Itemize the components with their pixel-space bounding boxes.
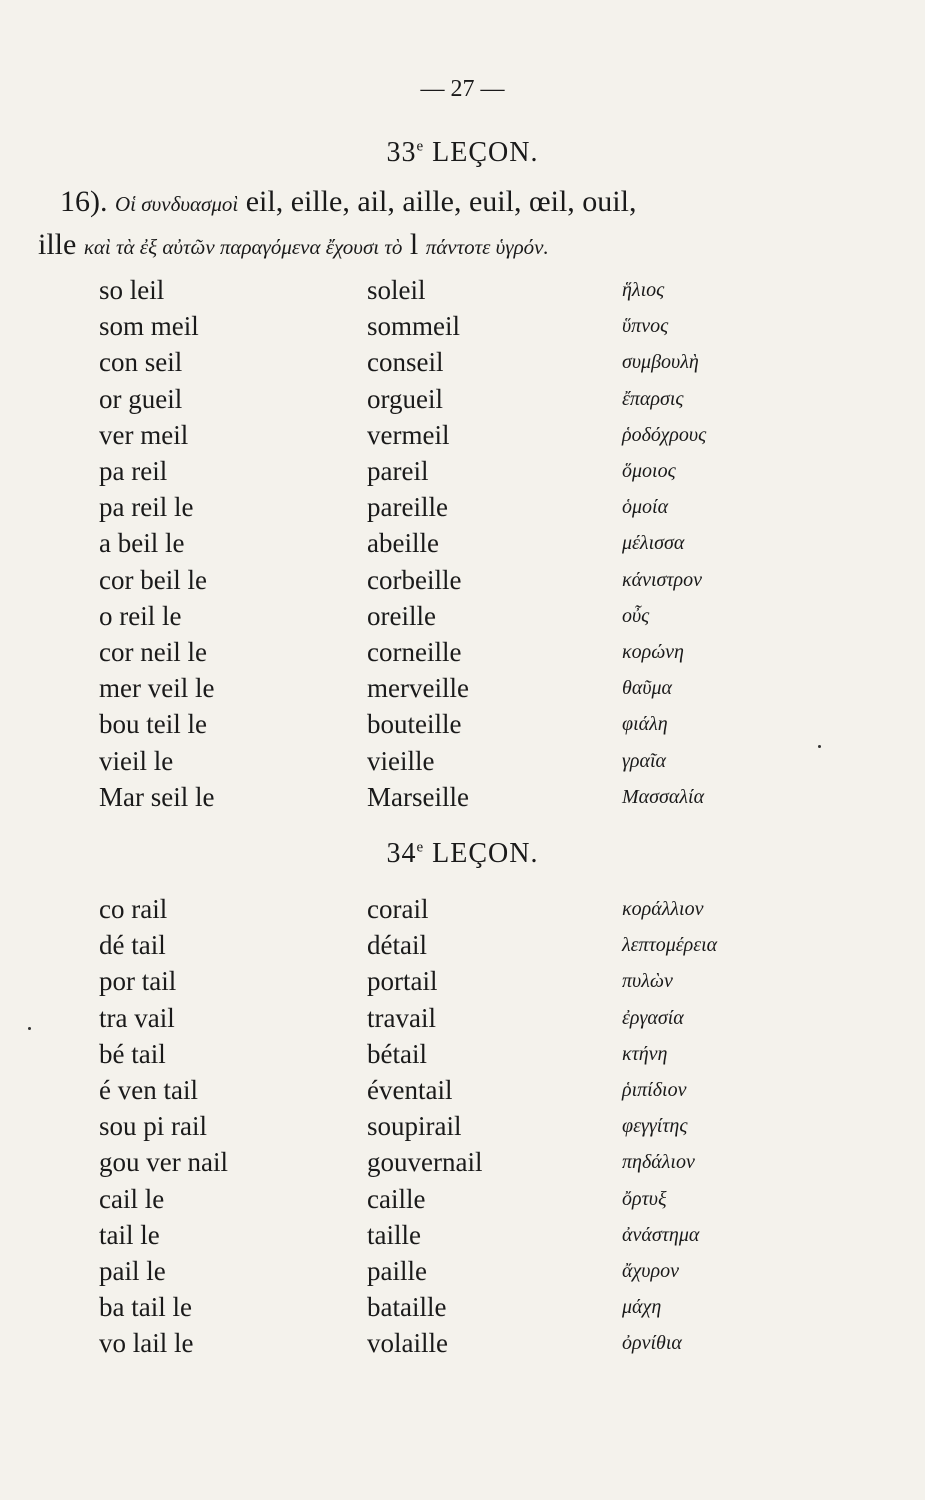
greek-translation: ἥλιος [622, 279, 665, 301]
speck-mark [818, 745, 821, 748]
syllabified-word: cor beil le [99, 564, 207, 595]
word-row [0, 275, 925, 311]
word-row [0, 1147, 925, 1183]
greek-translation: ἔπαρσις [622, 387, 684, 410]
greek-translation: συμβουλὴ [622, 351, 699, 374]
greek-translation: θαῦμα [622, 677, 673, 700]
word-row [0, 565, 925, 601]
french-word: conseil [367, 347, 444, 378]
greek-translation: Μασσαλία [622, 785, 705, 808]
french-word: vieille [367, 745, 435, 776]
word-row [0, 1256, 925, 1292]
lesson-33-number: 33 [386, 137, 417, 168]
greek-translation: φιάλη [622, 713, 668, 736]
greek-translation: ὄρτυξ [622, 1187, 667, 1210]
french-word: éventail [367, 1075, 453, 1105]
french-word: travail [367, 1002, 436, 1033]
greek-translation: μέλισσα [622, 532, 685, 555]
word-row [0, 1039, 925, 1075]
french-word: bouteille [367, 709, 462, 740]
syllabified-word: con seil [99, 347, 183, 378]
word-row [0, 1328, 925, 1364]
french-word: Marseille [367, 781, 469, 812]
french-word: vermeil [367, 419, 450, 450]
word-row [0, 1111, 925, 1147]
syllabified-word: gou ver nail [99, 1147, 228, 1178]
lesson-34-word: LEÇON. [432, 838, 539, 869]
lesson-33-title [0, 137, 925, 169]
word-row [0, 347, 925, 383]
word-row [0, 966, 925, 1002]
french-word: abeille [367, 528, 439, 559]
greek-translation: κοράλλιον [622, 898, 704, 920]
greek-translation: ὁμοία [622, 496, 669, 519]
word-row [0, 1003, 925, 1039]
french-word: taille [367, 1219, 421, 1250]
syllabified-word: Mar seil le [99, 781, 215, 812]
lesson-34-sup: e [416, 839, 425, 856]
french-word: corail [367, 894, 429, 924]
word-row [0, 894, 925, 930]
word-row [0, 420, 925, 456]
intro-greek-2: καὶ τὰ ἐξ αὐτῶν παραγόμενα ἔχουσι τὸ [83, 235, 403, 259]
syllabified-word: som meil [99, 311, 199, 342]
greek-translation: πηδάλιον [622, 1151, 695, 1174]
greek-translation: φεγγίτης [622, 1115, 688, 1138]
word-row [0, 746, 925, 782]
word-row [0, 311, 925, 347]
word-row [0, 1220, 925, 1256]
french-word: volaille [367, 1328, 448, 1359]
syllabified-word: é ven tail [99, 1075, 198, 1105]
greek-translation: κτήνη [622, 1042, 668, 1065]
greek-translation: γραῖα [622, 749, 667, 772]
syllabified-word: or gueil [99, 383, 183, 414]
greek-translation: ἀνάστημα [622, 1223, 700, 1246]
page-number: — 27 — [420, 76, 505, 102]
syllabified-word: pa reil [99, 456, 168, 486]
syllabified-word: tra vail [99, 1002, 175, 1033]
syllabified-word: cail le [99, 1183, 165, 1214]
syllabified-word: bé tail [99, 1038, 166, 1069]
greek-translation: ὅμοιος [622, 460, 676, 482]
word-row [0, 492, 925, 528]
syllabified-word: co rail [99, 894, 168, 924]
intro-line-1 [60, 185, 636, 219]
greek-translation: κάνιστρον [622, 568, 703, 591]
word-row [0, 528, 925, 564]
word-row [0, 1075, 925, 1111]
word-row [0, 601, 925, 637]
french-word: caille [367, 1183, 426, 1214]
syllabified-word: ba tail le [99, 1292, 192, 1323]
greek-translation: ὀρνίθια [622, 1332, 682, 1355]
french-word: sommeil [367, 311, 460, 342]
syllabified-word: so leil [99, 275, 165, 305]
greek-translation: κορώνη [622, 641, 684, 663]
syllabified-word: vo lail le [99, 1328, 194, 1359]
word-row [0, 709, 925, 745]
intro-line-2 [38, 228, 549, 262]
french-word: corneille [367, 637, 462, 667]
word-row [0, 456, 925, 492]
french-word: détail [367, 930, 427, 961]
intro-french-2: ille [38, 228, 77, 261]
syllabified-word: por tail [99, 966, 177, 997]
french-word: soleil [367, 275, 426, 305]
french-word: corbeille [367, 564, 462, 595]
syllabified-word: sou pi rail [99, 1111, 207, 1142]
french-word: pareille [367, 492, 448, 523]
syllabified-word: cor neil le [99, 637, 207, 667]
syllabified-word: o reil le [99, 600, 182, 631]
greek-translation: ῥιπίδιον [622, 1079, 687, 1101]
syllabified-word: dé tail [99, 930, 166, 961]
syllabified-word: a beil le [99, 528, 185, 559]
greek-translation: πυλὼν [622, 970, 673, 993]
french-word: merveille [367, 673, 469, 704]
word-row [0, 673, 925, 709]
french-word: paille [367, 1256, 427, 1286]
syllabified-word: vieil le [99, 745, 174, 776]
word-row [0, 384, 925, 420]
lesson-34-number: 34 [386, 838, 417, 869]
greek-translation: μάχη [622, 1296, 662, 1319]
french-word: portail [367, 966, 438, 997]
french-word: bétail [367, 1038, 427, 1069]
greek-translation: ὕπνος [622, 315, 669, 338]
syllabified-word: ver meil [99, 419, 189, 450]
word-row [0, 930, 925, 966]
syllabified-word: tail le [99, 1219, 160, 1250]
speck-mark [28, 1027, 31, 1030]
intro-greek-1: Οἱ συνδυασμοὶ [115, 192, 239, 216]
rule-number: 16). [60, 185, 108, 218]
greek-translation: ἐργασία [622, 1006, 684, 1029]
french-word: orgueil [367, 383, 443, 414]
syllabified-word: bou teil le [99, 709, 207, 740]
intro-letter-l: l [409, 228, 419, 261]
french-word: pareil [367, 456, 429, 486]
syllabified-word: mer veil le [99, 673, 215, 704]
syllabified-word: pa reil le [99, 492, 194, 523]
french-word: soupirail [367, 1111, 462, 1142]
lesson-34-title [0, 838, 925, 870]
greek-translation: οὖς [622, 604, 650, 627]
lesson-33-word: LEÇON. [432, 137, 539, 168]
french-word: bataille [367, 1292, 447, 1323]
syllabified-word: pail le [99, 1256, 166, 1286]
word-row [0, 782, 925, 818]
intro-french-1: eil, eille, ail, aille, euil, œil, ouil, [245, 185, 637, 218]
greek-translation: λεπτομέρεια [622, 934, 718, 957]
word-row [0, 1292, 925, 1328]
intro-greek-3: πάντοτε ὑγρόν. [425, 235, 549, 259]
word-row [0, 1184, 925, 1220]
french-word: gouvernail [367, 1147, 483, 1178]
word-row [0, 637, 925, 673]
lesson-33-sup: e [416, 138, 425, 155]
greek-translation: ῥοδόχρους [622, 423, 707, 446]
greek-translation: ἄχυρον [622, 1260, 679, 1282]
french-word: oreille [367, 600, 436, 631]
